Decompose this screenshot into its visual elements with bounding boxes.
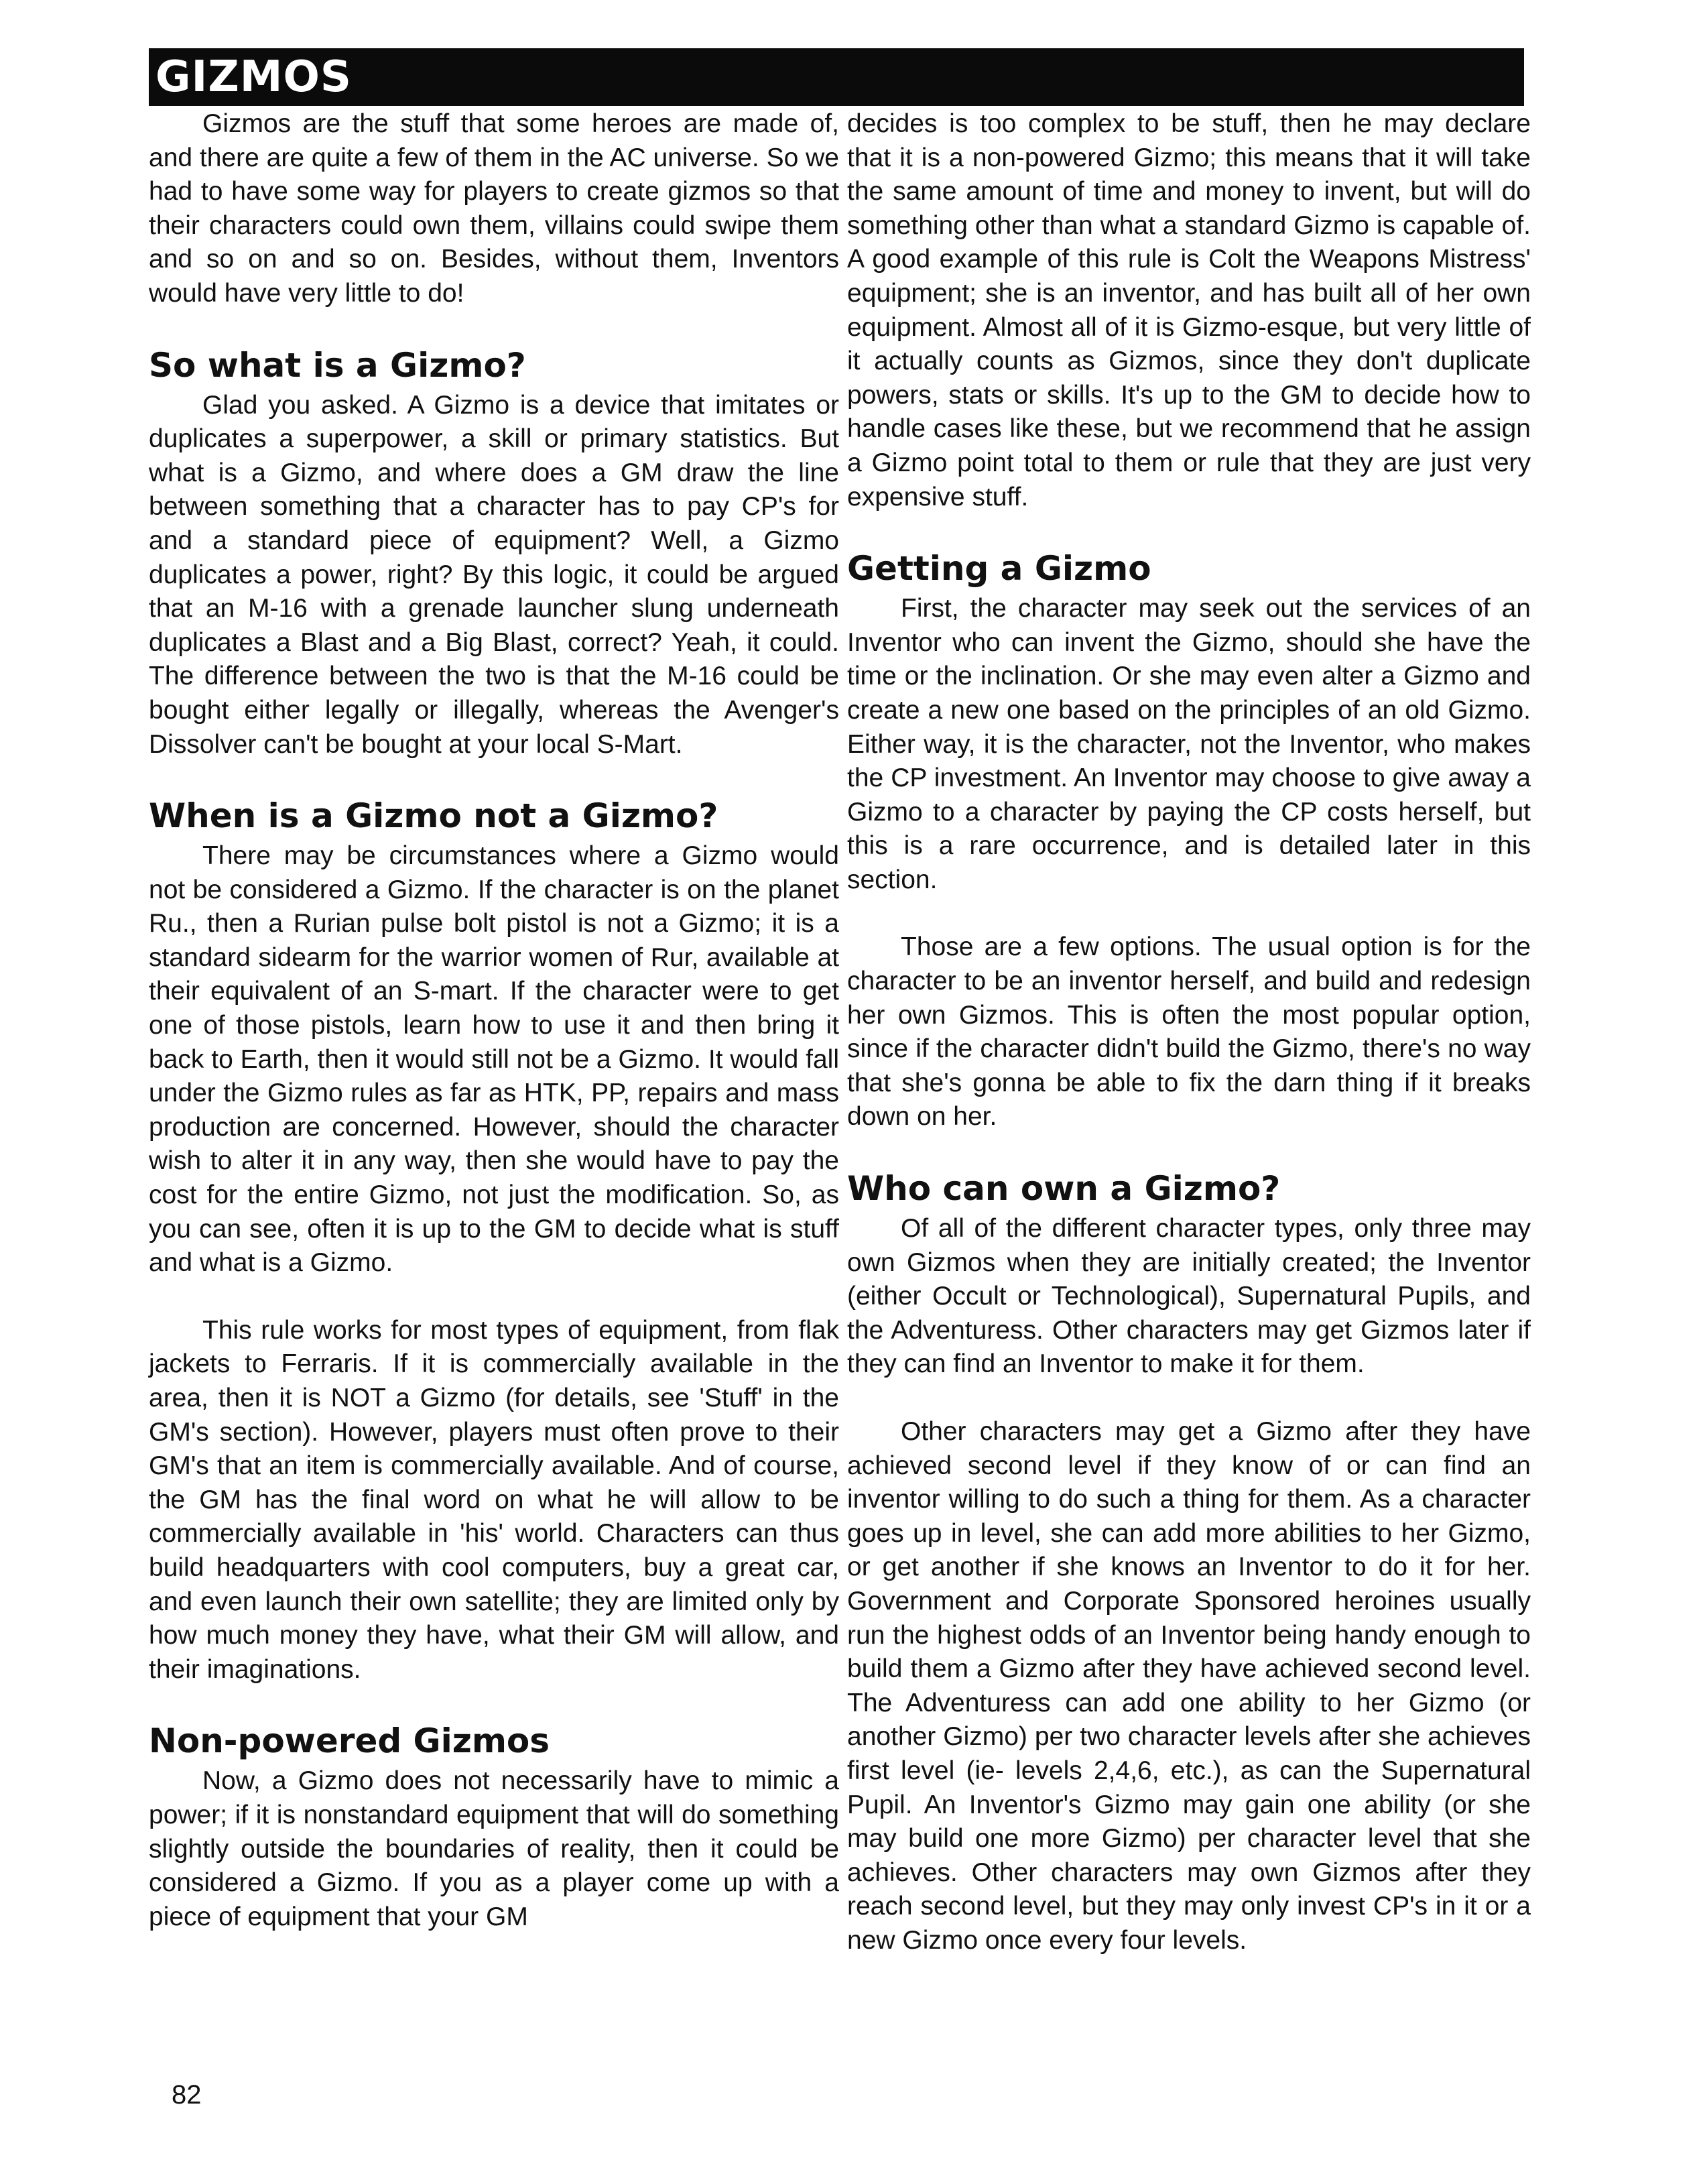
paragraph: Of all of the different character types, only three may own Gizmos when they are initially created; the Inventor (either Occult or Technological), Supernatural Pupils, and the Adventuress. Other characters may get Gizmos later if they can find an Inventor to make it for them. bbox=[847, 1214, 1531, 1379]
paragraph: This rule works for most types of equipment, from flak jackets to Ferraris. If it is commercially available in the area, then it is NOT a Gizmo (for details, see 'Stuff' in the GM's section). However, players must often prove to their GM's that an item is commercially available. And of course, the GM has the final word on what he will allow to be commercially available in 'his' world. Characters can thus build headquarters with cool computers, buy a great car, and even launch their own satellite; they are limited only by how much money they have, what their GM will allow, and their imaginations. bbox=[149, 1315, 839, 1684]
intro-paragraph: Gizmos are the stuff that some heroes are made of, and there are quite a few of them in the AC universe. So we had to have some way for players to create gizmos so that their characters could own them, villains could swipe them and so on and so on. Besides, without them, Inventors would have very little to do! bbox=[149, 109, 839, 308]
heading-who-can-own: Who can own a Gizmo? bbox=[847, 1169, 1281, 1209]
page-title: GIZMOS bbox=[155, 52, 352, 102]
right-column bbox=[847, 107, 1531, 1958]
paragraph: Those are a few options. The usual option is for the character to be an inventor herself, and build and redesign her own Gizmos. This is often the most popular option, since if the character didn't build the Gizmo, there's no way that she's gonna be able to fix the darn thing if it breaks down on her. bbox=[847, 932, 1531, 1132]
paragraph: There may be circumstances where a Gizmo would not be considered a Gizmo. If the character is on the planet Ru., then a Rurian pulse bolt pistol is not a Gizmo; it is a standard sidearm for the warrior women of Rur, available at their equivalent of an S-mart. If the character were to get one of those pistols, learn how to use it and then bring it back to Earth, then it would still not be a Gizmo. It would fall under the Gizmo rules as far as HTK, PP, repairs and mass production are concerned. However, should the character wish to alter it in any way, then she would have to pay the cost for the entire Gizmo, not just the modification. So, as you can see, often it is up to the GM to decide what is stuff and what is a Gizmo. bbox=[149, 841, 839, 1278]
heading-what-is-gizmo: So what is a Gizmo? bbox=[149, 345, 526, 385]
page-number: 82 bbox=[172, 2080, 202, 2110]
title-bar bbox=[149, 48, 1524, 106]
heading-non-powered: Non-powered Gizmos bbox=[149, 1721, 550, 1761]
paragraph: Other characters may get a Gizmo after they have achieved second level if they know of or can find an inventor willing to do such a thing for them. As a character goes up in level, she can add more abilities to her Gizmo, or get another if she knows an Inventor to do it for her. Government and Corporate Sponsored heroines usually run the highest odds of an Inventor being handy enough to build them a Gizmo after they have achieved second level. The Adventuress can add one ability to her Gizmo (or another Gizmo) per two character levels after she achieves first level (ie- levels 2,4,6, etc.), as can the Supernatural Pupil. An Inventor's Gizmo may gain one ability (or she may build one more Gizmo) per character level that she achieves. Other characters may own Gizmos after they reach second level, but they may only invest CP's in it or a new Gizmo once every four levels. bbox=[847, 1417, 1531, 1955]
left-column bbox=[149, 107, 839, 1934]
paragraph: Now, a Gizmo does not necessarily have to mimic a power; if it is nonstandard equipment that will do something slightly outside the boundaries of reality, then it could be considered a Gizmo. If you as a player come up with a piece of equipment that your GM bbox=[149, 1766, 839, 1931]
heading-when-not-gizmo: When is a Gizmo not a Gizmo? bbox=[149, 796, 718, 836]
paragraph: First, the character may seek out the services of an Inventor who can invent the Gizmo, should she have the time or the inclination. Or she may even alter a Gizmo and create a new one based on the principles of an old Gizmo. Either way, it is the character, not the Inventor, who makes the CP investment. An Inventor may choose to give away a Gizmo to a character by paying the CP costs herself, but this is a rare occurrence, and is detailed later in this section. bbox=[847, 594, 1531, 894]
paragraph: Glad you asked. A Gizmo is a device that imitates or duplicates a superpower, a skill or primary statistics. But what is a Gizmo, and where does a GM draw the line between something that a character has to pay CP's for and a standard piece of equipment? Well, a Gizmo duplicates a power, right? By this logic, it could be argued that an M-16 with a grenade launcher slung underneath duplicates a Blast and a Big Blast, correct? Yeah, it could. The difference between the two is that the M-16 could be bought either legally or illegally, whereas the Avenger's Dissolver can't be bought at your local S-Mart. bbox=[149, 390, 839, 759]
paragraph-continued: decides is too complex to be stuff, then he may declare that it is a non-powered Gizmo; this means that it will take the same amount of time and money to invent, but will do something other than what a standard Gizmo is capable of. A good example of this rule is Colt the Weapons Mistress' equipment; she is an inventor, and has built all of her own equipment. Almost all of it is Gizmo-esque, but very little of it actually counts as Gizmos, since they don't duplicate powers, stats or skills. It's up to the GM to decide how to handle cases like these, but we recommend that he assign a Gizmo point total to them or rule that they are just very expensive stuff. bbox=[847, 109, 1531, 511]
heading-getting-gizmo: Getting a Gizmo bbox=[847, 549, 1151, 589]
